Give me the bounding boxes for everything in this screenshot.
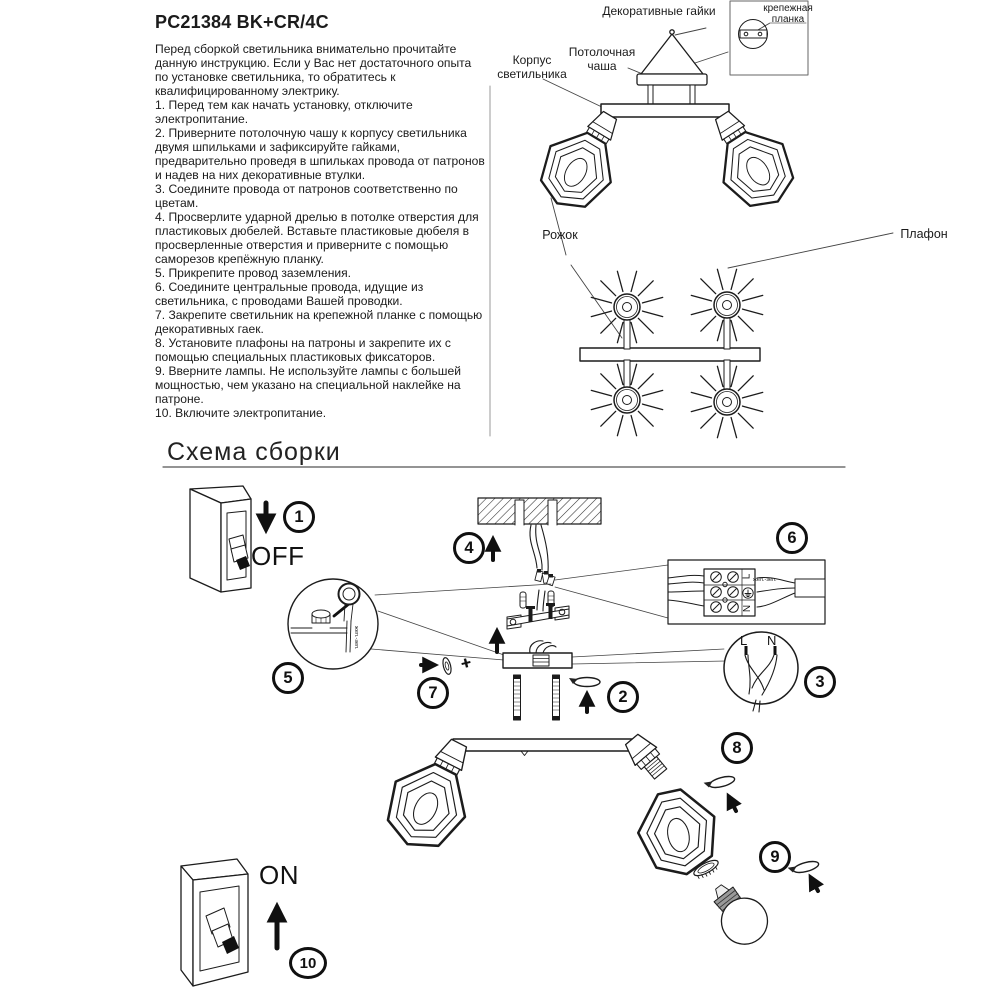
label-arm: Рожок (542, 228, 578, 242)
intro-text: Перед сборкой светильника внимательно прочитайте данную инструкцию. Если у Вас нет достаточного опыта по установке светильника, то обратитесь к квалифицированному электрику. (155, 42, 472, 99)
mounting-bracket (507, 603, 569, 629)
light-bulb (700, 873, 777, 953)
rotate-symbol (569, 678, 600, 687)
step-badge-4: 4 (453, 532, 485, 564)
step-badge-2: 2 (607, 681, 639, 713)
rotate-symbol (787, 859, 819, 876)
arrow-bulb (811, 878, 818, 891)
wire-junction (535, 569, 555, 586)
off-label: OFF (251, 541, 305, 571)
step-badge-1: 1 (283, 501, 315, 533)
canopy (601, 30, 729, 117)
step-badge-9: 9 (759, 841, 791, 873)
on-label: ON (259, 860, 299, 890)
label-ceiling-cup: Потолочная чаша (568, 45, 636, 73)
wire-label-line: L (740, 633, 748, 648)
model-title: PC21384 BK+CR/4C (155, 12, 329, 32)
wall-switch-off (190, 486, 251, 592)
instruction-step: 9. Вверните лампы. Не используйте лампы с большей мощностью, чем указано на специальной наклейке на патроне. (155, 364, 461, 407)
instruction-step: 10. Включите электропитание. (155, 406, 327, 421)
threaded-rod (553, 675, 560, 720)
terminal-label-neutral: N (742, 604, 754, 613)
arrow-fixator (729, 797, 736, 811)
instruction-step: 2. Приверните потолочную чашу к корпусу светильника двумя шпильками и зафиксируйте гайками, предварительно проведя в шпильках провода от патронов и надев на них декоративные втулки. (155, 126, 485, 183)
terminal-detail (668, 560, 825, 624)
instruction-step: 3. Соедините провода от патронов соответственно по цветам. (155, 182, 458, 211)
terminal-label-line: L (741, 573, 753, 580)
instruction-step: 4. Просверлите ударной дрелью в потолке отверстия для пластиковых дюбелей. Вставьте пластиковые дюбеля в просверленные отверстия и приверните с помощью саморезов крепёжную планку. (155, 210, 479, 267)
instruction-step: 8. Установите плафоны на патроны и закрепите их с помощью специальных пластиковых фиксаторов. (155, 336, 451, 365)
instruction-step: 5. Прикрепите провод заземления. (155, 266, 352, 281)
wire-color-label: жел.-зел. (753, 577, 777, 583)
assembly-heading: Схема сборки (167, 438, 341, 466)
plan-view (580, 269, 763, 437)
step-badge-6: 6 (776, 522, 808, 554)
instruction-step: 7. Закрепите светильник на крепежной планке с помощью декоративных гаек. (155, 308, 483, 337)
rotate-symbol (703, 774, 735, 791)
ceiling-wires (530, 525, 548, 611)
label-lamp-body: Корпус светильника (497, 53, 567, 81)
instruction-step: 1. Перед тем как начать установку, отключите электропитание. (155, 98, 413, 127)
step-badge-8: 8 (721, 732, 753, 764)
ground-wire-color-label: жел.-зел. (353, 626, 359, 650)
fixture-bottom (453, 739, 642, 756)
instruction-step: 6. Соедините центральные провода, идущие из светильника, с проводами Вашей проводки. (155, 280, 424, 309)
step-badge-3: 3 (804, 666, 836, 698)
step-badge-7: 7 (417, 677, 449, 709)
instructions-column (155, 12, 487, 420)
label-decorative-nuts: Декоративные гайки (602, 4, 716, 18)
step-badge-5: 5 (272, 662, 304, 694)
earth-symbol (743, 588, 753, 598)
wire-label-neutral: N (767, 633, 777, 648)
ceiling (478, 498, 601, 525)
ln-detail (724, 632, 798, 712)
label-shade: Плафон (900, 227, 948, 241)
label-mounting-bracket: крепежная планка (763, 3, 813, 26)
wall-switch-on (181, 859, 248, 986)
step-badge-10: 10 (289, 947, 327, 979)
threaded-rod (514, 675, 521, 720)
ground-detail (288, 579, 378, 669)
decorative-nut (441, 657, 452, 675)
base-bar (503, 641, 572, 668)
stud-end (461, 658, 472, 669)
